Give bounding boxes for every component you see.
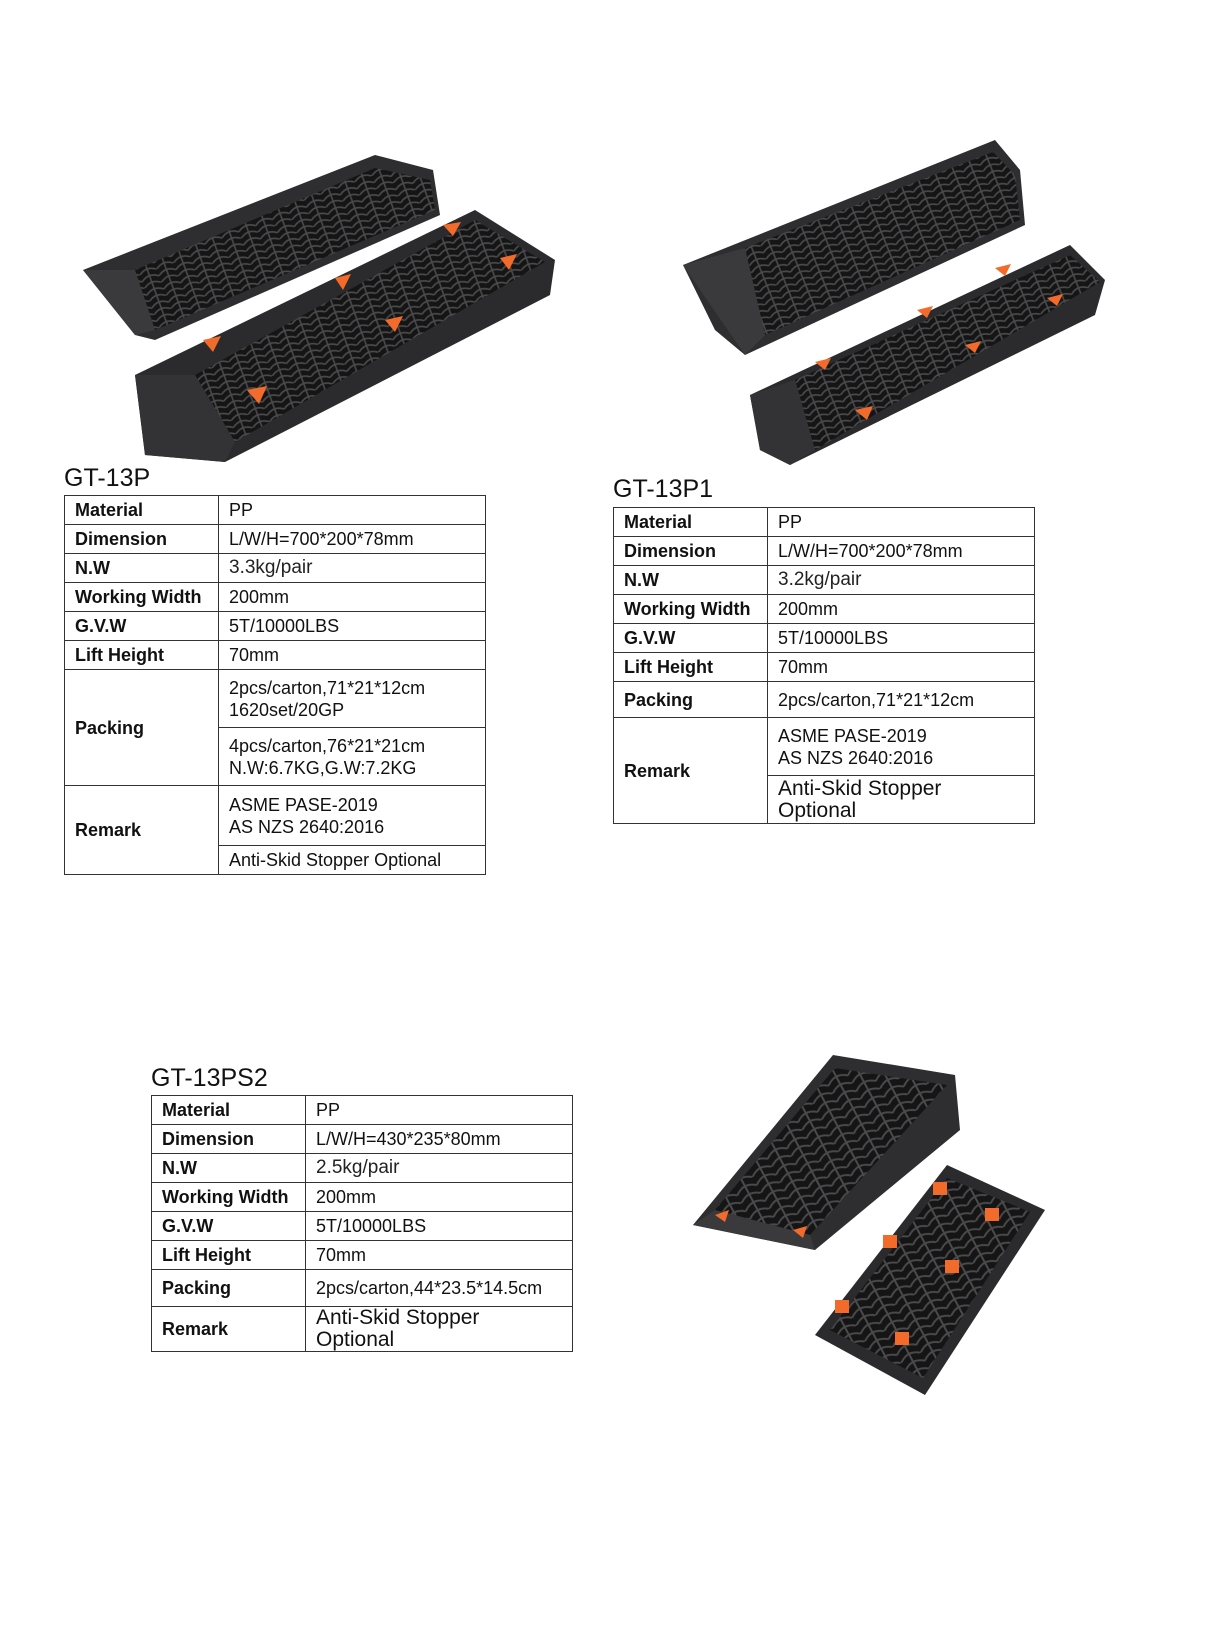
- spec-value: 3.3kg/pair: [219, 554, 486, 583]
- spec-label: Material: [65, 496, 219, 525]
- spec-label: Packing: [65, 670, 219, 786]
- spec-value: PP: [768, 508, 1035, 537]
- spec-row-working-width: [65, 583, 486, 612]
- spec-label: Lift Height: [614, 653, 768, 682]
- spec-label: Remark: [65, 786, 219, 875]
- spec-value: 3.2kg/pair: [768, 566, 1035, 595]
- spec-value: 2pcs/carton,71*21*12cm: [768, 682, 1035, 718]
- spec-label: N.W: [152, 1154, 306, 1183]
- spec-value: L/W/H=430*235*80mm: [306, 1125, 573, 1154]
- spec-row-packing: [65, 670, 486, 728]
- spec-row-dimension: [65, 525, 486, 554]
- spec-label: Lift Height: [152, 1241, 306, 1270]
- spec-value: 70mm: [306, 1241, 573, 1270]
- spec-label: Remark: [614, 718, 768, 824]
- spec-label: Material: [152, 1096, 306, 1125]
- spec-value: 5T/10000LBS: [306, 1212, 573, 1241]
- spec-label: G.V.W: [65, 612, 219, 641]
- spec-label: Working Width: [152, 1183, 306, 1212]
- spec-value: 2pcs/carton,44*23.5*14.5cm: [306, 1270, 573, 1307]
- spec-label: Remark: [152, 1307, 306, 1352]
- spec-row-gvw: [152, 1212, 573, 1241]
- spec-value: 200mm: [219, 583, 486, 612]
- product-photo-gt-13p: [75, 150, 580, 470]
- remark-line: AS NZS 2640:2016: [778, 747, 934, 768]
- spec-value: [219, 670, 486, 728]
- spec-value: 70mm: [219, 641, 486, 670]
- spec-value: 200mm: [768, 595, 1035, 624]
- spec-value: [768, 718, 1035, 776]
- spec-label: Dimension: [152, 1125, 306, 1154]
- spec-value: Anti-Skid Stopper Optional: [219, 846, 486, 875]
- spec-value: Anti-Skid Stopper Optional: [306, 1307, 573, 1352]
- spec-row-working-width: [152, 1183, 573, 1212]
- spec-label: N.W: [614, 566, 768, 595]
- spec-label: Packing: [152, 1270, 306, 1307]
- spec-value: PP: [219, 496, 486, 525]
- spec-value: 2.5kg/pair: [306, 1154, 573, 1183]
- spec-row-remark: [65, 786, 486, 846]
- model-title-gt-13p1: GT-13P1: [613, 475, 714, 503]
- spec-row-packing: [614, 682, 1035, 718]
- spec-label: Dimension: [614, 537, 768, 566]
- spec-label: G.V.W: [614, 624, 768, 653]
- spec-label: Working Width: [614, 595, 768, 624]
- spec-value: Anti-Skid Stopper Optional: [768, 776, 1035, 824]
- spec-table-gt-13p: [64, 495, 486, 875]
- spec-label: Dimension: [65, 525, 219, 554]
- remark-line: ASME PASE-2019: [229, 794, 378, 815]
- spec-row-packing: [152, 1270, 573, 1307]
- spec-row-gvw: [65, 612, 486, 641]
- spec-label: Material: [614, 508, 768, 537]
- spec-value: 5T/10000LBS: [768, 624, 1035, 653]
- model-title-gt-13ps2: GT-13PS2: [151, 1064, 268, 1092]
- spec-row-nw: [614, 566, 1035, 595]
- spec-value: PP: [306, 1096, 573, 1125]
- spec-value: [219, 786, 486, 846]
- spec-row-dimension: [614, 537, 1035, 566]
- spec-row-lift-height: [614, 653, 1035, 682]
- spec-row-working-width: [614, 595, 1035, 624]
- spec-row-dimension: [152, 1125, 573, 1154]
- spec-row-remark: [614, 718, 1035, 776]
- spec-label: Working Width: [65, 583, 219, 612]
- spec-row-lift-height: [152, 1241, 573, 1270]
- spec-value: 200mm: [306, 1183, 573, 1212]
- spec-row-material: [614, 508, 1035, 537]
- spec-label: Lift Height: [65, 641, 219, 670]
- spec-row-material: [152, 1096, 573, 1125]
- packing-line: 1620set/20GP: [229, 699, 345, 720]
- spec-row-nw: [152, 1154, 573, 1183]
- spec-label: N.W: [65, 554, 219, 583]
- packing-line: 2pcs/carton,71*21*12cm: [229, 677, 426, 698]
- spec-value: L/W/H=700*200*78mm: [768, 537, 1035, 566]
- packing-line: 4pcs/carton,76*21*21cm: [229, 735, 426, 756]
- model-title-gt-13p: GT-13P: [64, 464, 151, 492]
- spec-value: [219, 728, 486, 786]
- spec-row-nw: [65, 554, 486, 583]
- remark-line: ASME PASE-2019: [778, 725, 927, 746]
- remark-line: AS NZS 2640:2016: [229, 816, 385, 837]
- spec-row-remark: [152, 1307, 573, 1352]
- product-photo-gt-13p1: [675, 130, 1115, 475]
- spec-label: G.V.W: [152, 1212, 306, 1241]
- spec-row-lift-height: [65, 641, 486, 670]
- spec-label: Packing: [614, 682, 768, 718]
- spec-table-gt-13p1: [613, 507, 1035, 824]
- spec-table-gt-13ps2: [151, 1095, 573, 1352]
- spec-row-material: [65, 496, 486, 525]
- packing-line: N.W:6.7KG,G.W:7.2KG: [229, 757, 417, 778]
- spec-row-gvw: [614, 624, 1035, 653]
- spec-value: 5T/10000LBS: [219, 612, 486, 641]
- product-photo-gt-13ps2: [685, 1050, 1065, 1405]
- spec-value: 70mm: [768, 653, 1035, 682]
- spec-value: L/W/H=700*200*78mm: [219, 525, 486, 554]
